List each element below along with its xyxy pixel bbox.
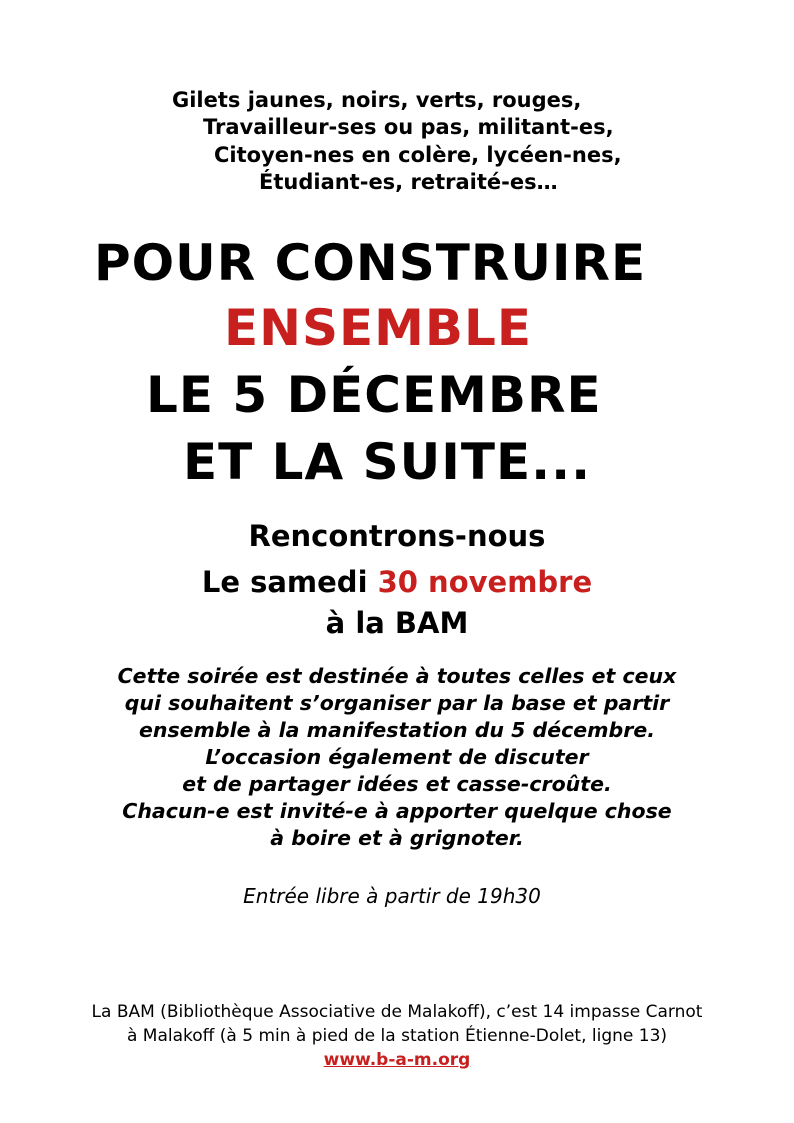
description-line-2: qui souhaitent s’organiser par la base et partir (124, 691, 670, 715)
meeting-date-highlight: 30 novembre (377, 565, 593, 599)
meeting-date-prefix: Le samedi (201, 565, 378, 599)
description-line-6: Chacun-e est invité-e à apporter quelque chose (122, 799, 672, 823)
meeting-date (0, 565, 794, 599)
footer-address-line-1: La BAM (Bibliothèque Associative de Malakoff), c’est 14 impasse Carnot (91, 1002, 703, 1022)
intro-line-1: Gilets jaunes, noirs, verts, rouges, (172, 88, 582, 112)
headline-line-2: ENSEMBLE (224, 299, 533, 357)
intro-line-3: Citoyen-nes en colère, lycéen-nes, (214, 143, 622, 167)
headline-line-1: POUR CONSTRUIRE (94, 234, 647, 292)
meeting-place: à la BAM (325, 606, 469, 640)
website-link[interactable]: www.b-a-m.org (323, 1050, 471, 1070)
headline-line-3: LE 5 DÉCEMBRE (146, 366, 602, 424)
intro-line-4: Étudiant-es, retraité-es… (259, 170, 558, 194)
intro-line-2: Travailleur-ses ou pas, militant-es, (203, 115, 614, 139)
description-line-3: ensemble à la manifestation du 5 décembre. (138, 718, 656, 742)
entry-info: Entrée libre à partir de 19h30 (243, 884, 541, 908)
meeting-line-1: Rencontrons-nous (248, 519, 546, 553)
description-line-1: Cette soirée est destinée à toutes celles et ceux (117, 664, 677, 688)
headline-line-4: ET LA SUITE... (183, 433, 592, 491)
description-line-5: et de partager idées et casse-croûte. (182, 772, 612, 796)
description-line-4: L’occasion également de discuter (205, 745, 589, 769)
footer-address-line-2: à Malakoff (à 5 min à pied de la station Étienne-Dolet, ligne 13) (126, 1026, 668, 1046)
description-line-7: à boire et à grignoter. (270, 826, 524, 850)
